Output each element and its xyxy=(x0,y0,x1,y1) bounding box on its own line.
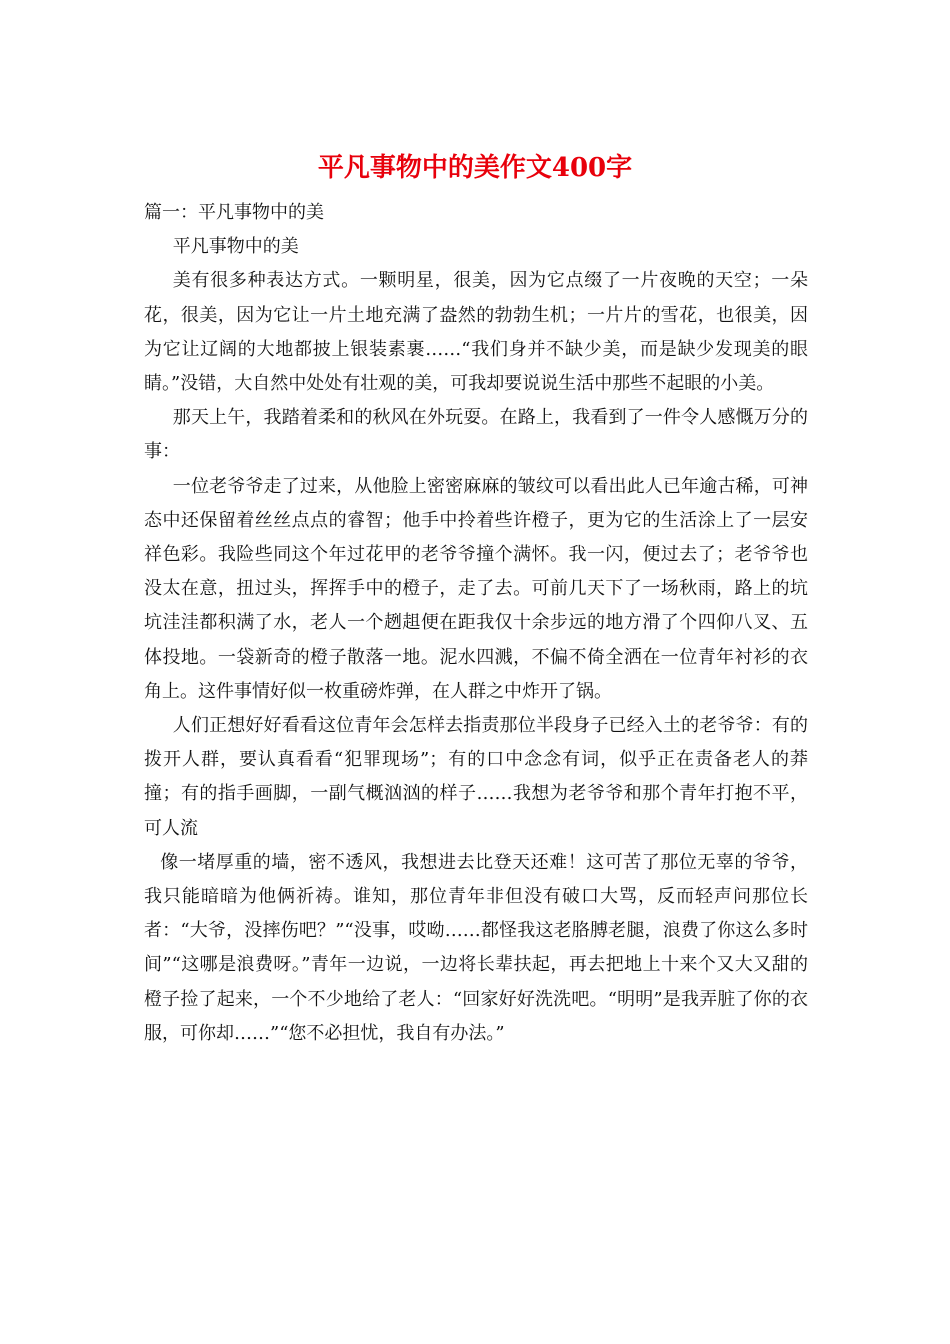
section-heading: 篇一：平凡事物中的美 xyxy=(144,202,324,223)
paragraph: 那天上午，我踏着柔和的秋风在外玩耍。在路上，我看到了一件令人感慨万分的事： xyxy=(144,407,808,463)
paragraph: 像一堵厚重的墙，密不透风，我想进去比登天还难！这可苦了那位无辜的爷爷，我只能暗暗为他俩祈祷。谁知，那位青年非但没有破口大骂，反而轻声问那位长者：“大爷，没摔伤吧？”“没事，哎呦……都怪我这老胳膊老腿，浪费了你这么多时间”“这哪是浪费呀。”青年一边说，一边将长辈扶起，再去把地上十来个又大又甜的橙子捡了起来，一个不少地给了老人：“回家好好洗洗吧。“明明”是我弄脏了你的衣服，可你却……”“您不必担忧，我自有办法。” xyxy=(144,851,808,1044)
article-subtitle: 平凡事物中的美 xyxy=(172,236,299,258)
paragraph: 一位老爷爷走了过来，从他脸上密密麻麻的皱纹可以看出此人已年逾古稀，可神态中还保留着丝丝点点的睿智；他手中拎着些许橙子，更为它的生活涂上了一层安祥色彩。我险些同这个年过花甲的老爷爷撞个满怀。我一闪，便过去了；老爷爷也没太在意，扭过头，挥挥手中的橙子，走了去。可前几天下了一场秋雨，路上的坑坑洼洼都积满了水，老人一个趔趄便在距我仅十余步远的地方滑了个四仰八叉、五体投地。一袋新奇的橙子散落一地。泥水四溅，不偏不倚全洒在一位青年衬衫的衣角上。这件事情好似一枚重磅炸弹，在人群之中炸开了锅。 xyxy=(144,475,808,702)
paragraph: 人们正想好好看看这位青年会怎样去指责那位半段身子已经入土的老爷爷：有的拨开人群，要认真看看“犯罪现场”；有的口中念念有词，似乎正在责备老人的莽撞；有的指手画脚，一副气概汹汹的样子……我想为老爷爷和那个青年打抱不平，可人流 xyxy=(144,715,808,839)
document-title: 平凡事物中的美作文400字 xyxy=(317,153,633,183)
paragraph: 美有很多种表达方式。一颗明星，很美，因为它点缀了一片夜晚的天空；一朵花，很美，因为它让一片土地充满了盎然的勃勃生机；一片片的雪花，也很美，因为它让辽阔的大地都披上银装素裹……“我们身并不缺少美，而是缺少发现美的眼睛。”没错，大自然中处处有壮观的美，可我却要说说生活中那些不起眼的小美。 xyxy=(144,270,808,395)
document-body xyxy=(144,196,808,1051)
